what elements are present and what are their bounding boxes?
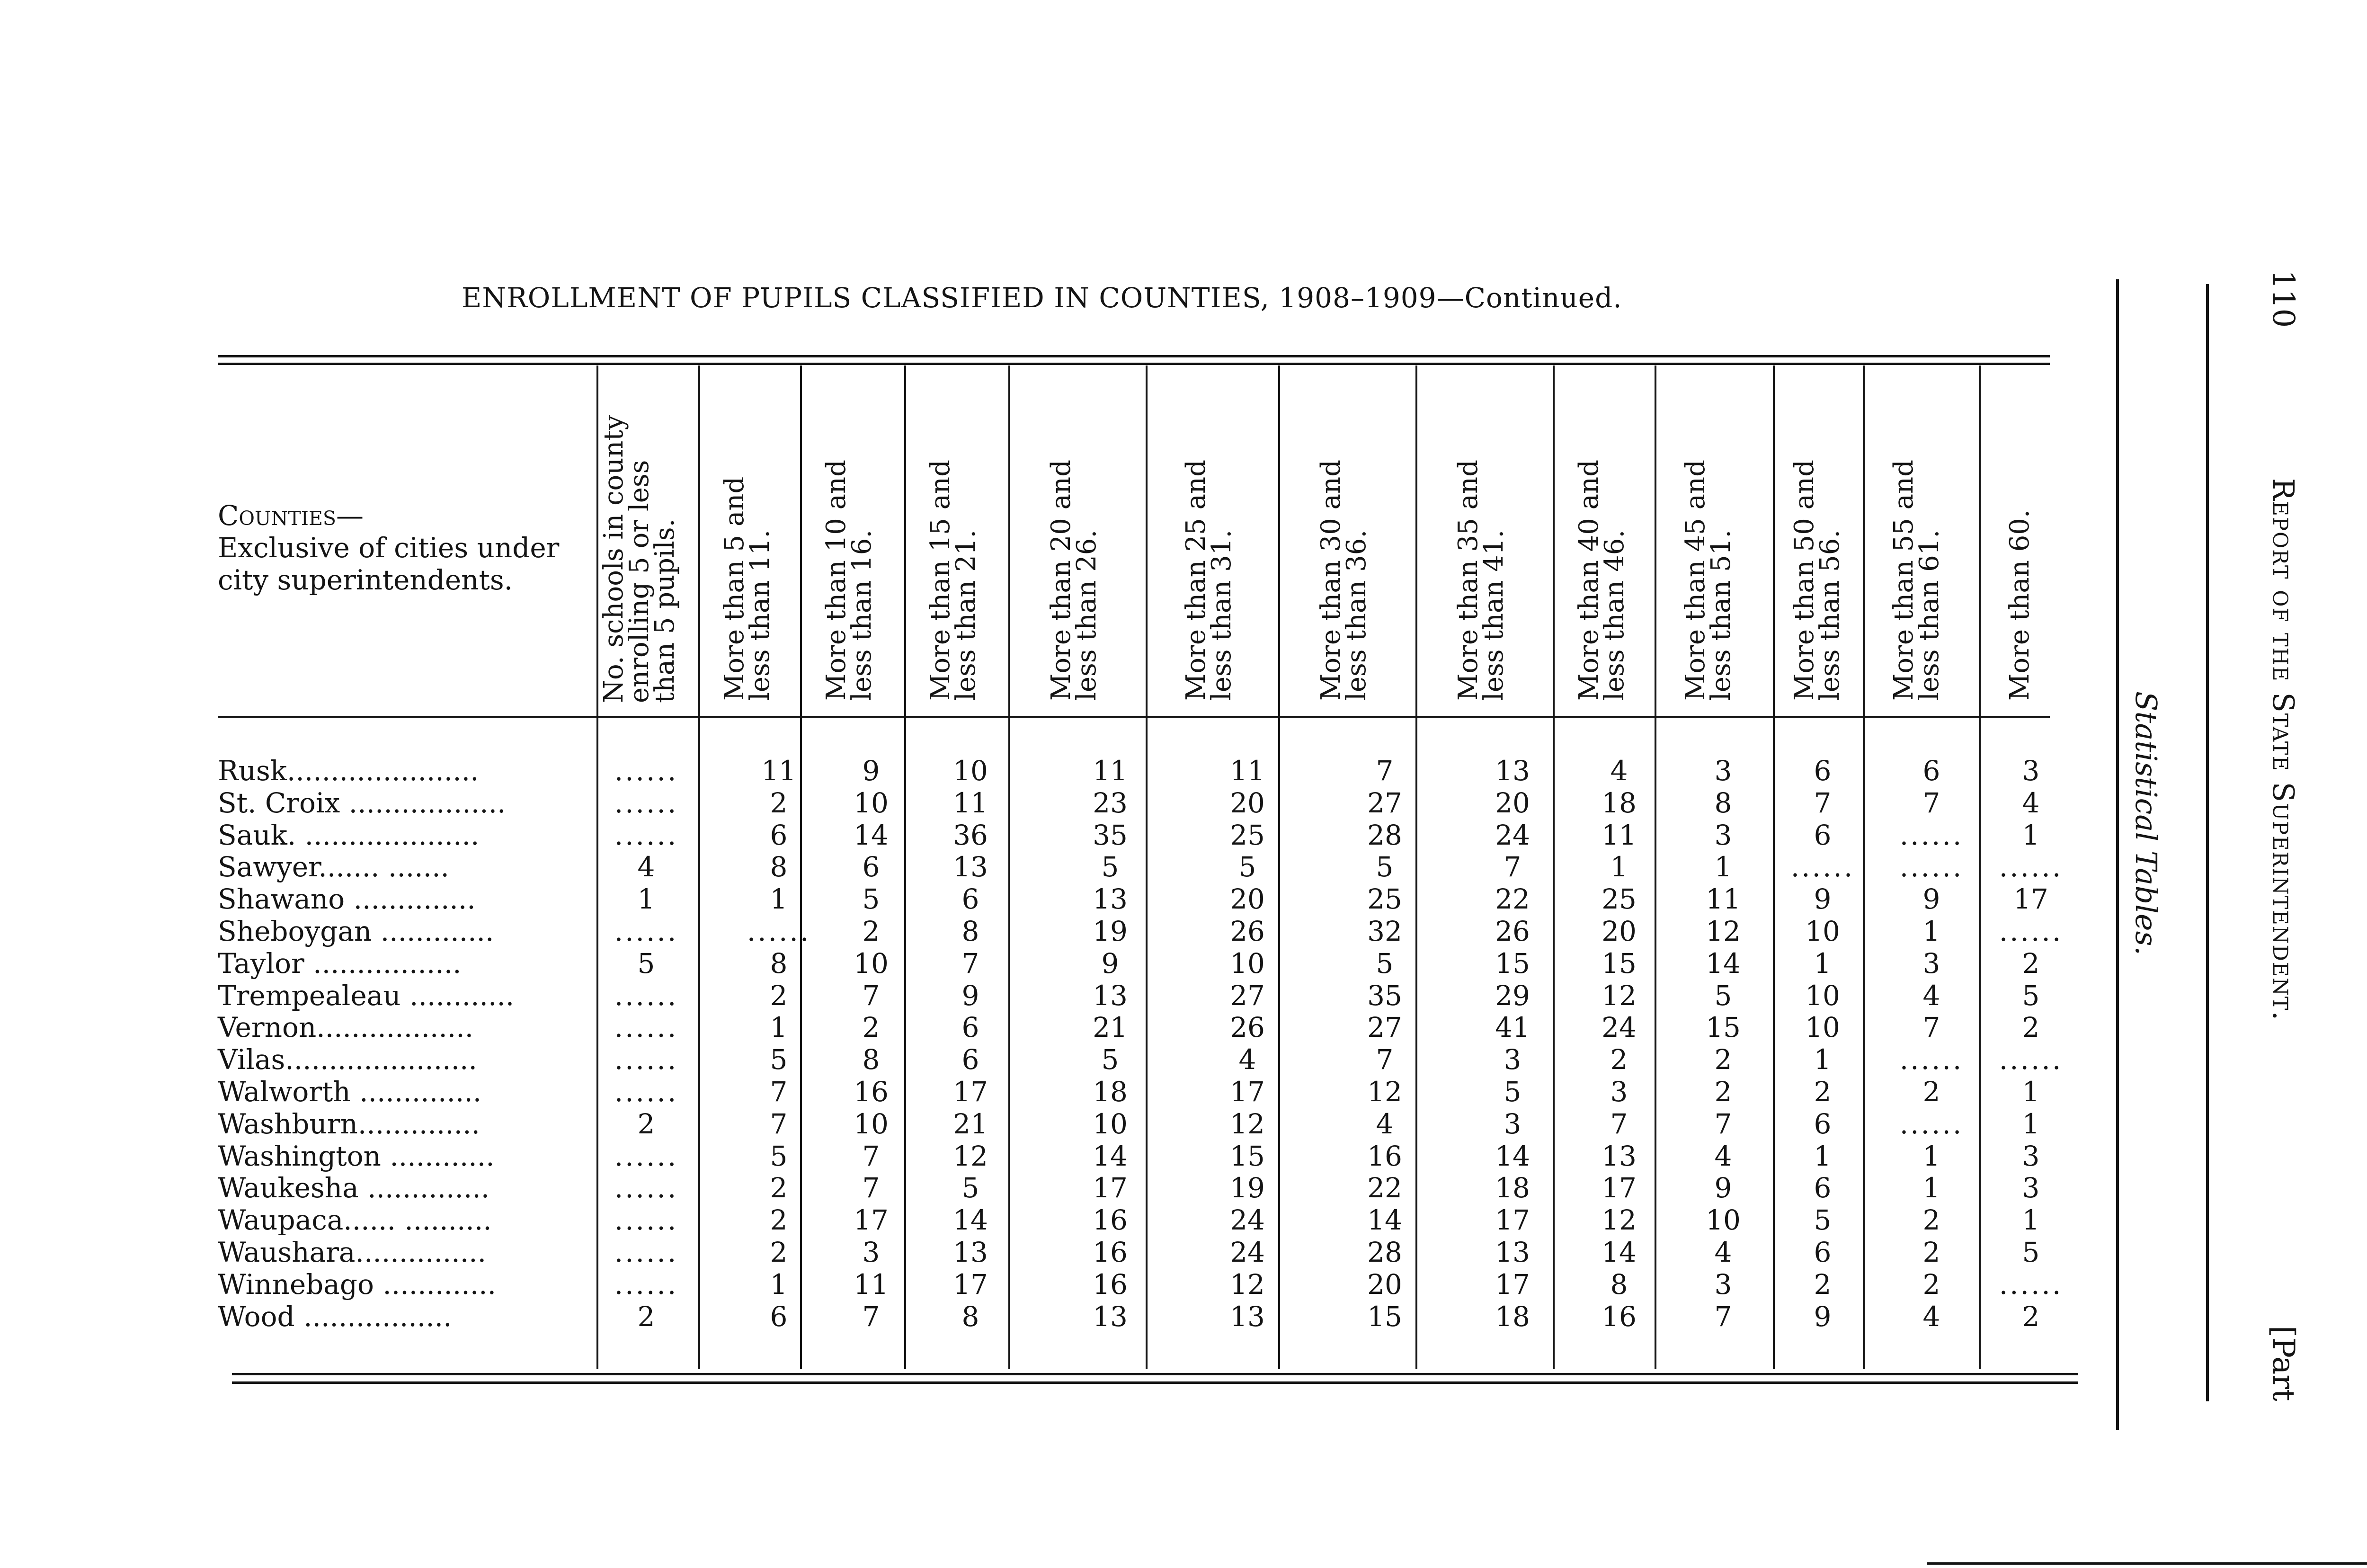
table-cell: 21 (1093, 1011, 1128, 1043)
table-cell: 9 (1814, 883, 1832, 915)
table-cell: 13 (1495, 1236, 1530, 1268)
table-cell: 6 (1814, 755, 1832, 787)
table-cell: 7 (862, 1140, 880, 1172)
row-county-name: Trempealeau ............ (218, 980, 515, 1012)
table-cell: 25 (1602, 883, 1637, 915)
table-cell: 11 (1706, 883, 1741, 915)
table-cell: 6 (1922, 755, 1940, 787)
table-cell: 5 (1376, 947, 1394, 980)
table-cell: 2 (1922, 1268, 1940, 1301)
table-cell: 2 (2022, 947, 2040, 980)
table-cell: 1 (1714, 851, 1732, 883)
table-cell: 14 (1602, 1236, 1637, 1268)
table-cell: 8 (862, 1043, 880, 1076)
table-cell: 22 (1367, 1172, 1402, 1204)
top-double-rule (218, 363, 2050, 365)
table-cell: 13 (1093, 1301, 1128, 1333)
table-cell: 2 (1714, 1043, 1732, 1076)
table-cell: 3 (2022, 1172, 2040, 1204)
table-cell: 14 (1093, 1140, 1128, 1172)
side-rule (2206, 284, 2209, 1401)
table-cell: 16 (1602, 1301, 1637, 1333)
table-cell: 15 (1495, 947, 1530, 980)
stub-heading-line: city superintendents. (218, 564, 513, 596)
stub-heading-line: Counties— (218, 499, 364, 532)
table-cell: 26 (1495, 915, 1530, 947)
table-cell: 4 (637, 851, 655, 883)
table-cell: 5 (862, 883, 880, 915)
table-cell: 6 (1814, 1236, 1832, 1268)
table-cell: 2 (1610, 1043, 1628, 1076)
table-cell: 8 (961, 915, 979, 947)
table-cell: 28 (1367, 819, 1402, 851)
table-cell: 3 (1504, 1108, 1522, 1140)
table-cell: 15 (1367, 1301, 1402, 1333)
table-cell: 2 (770, 1172, 788, 1204)
table-cell: 5 (770, 1043, 788, 1076)
table-cell: ...... (1999, 1268, 2063, 1301)
table-cell: ...... (614, 1140, 678, 1172)
table-cell: 11 (1093, 755, 1128, 787)
table-cell: 15 (1706, 1011, 1741, 1043)
table-cell: 17 (1602, 1172, 1637, 1204)
table-cell: 1 (2022, 1204, 2040, 1236)
row-county-name: Washington ............ (218, 1140, 495, 1172)
table-cell: 1 (637, 883, 655, 915)
table-cell: ...... (614, 1268, 678, 1301)
table-cell: 2 (770, 787, 788, 819)
table-cell: 10 (1805, 915, 1840, 947)
column-header: More than 45 and less than 51. (1680, 460, 1736, 701)
table-cell: 4 (1714, 1236, 1732, 1268)
table-cell: 6 (770, 819, 788, 851)
table-cell: 2 (1814, 1076, 1832, 1108)
column-header: More than 40 and less than 46. (1574, 460, 1630, 701)
table-cell: 16 (1367, 1140, 1402, 1172)
column-header: More than 25 and less than 31. (1181, 460, 1237, 701)
table-cell: 5 (2022, 1236, 2040, 1268)
table-cell: 26 (1230, 915, 1265, 947)
bottom-double-rule (232, 1381, 2078, 1384)
table-cell: 2 (862, 1011, 880, 1043)
table-cell: 27 (1367, 1011, 1402, 1043)
table-cell: 10 (1706, 1204, 1741, 1236)
table-cell: 17 (1495, 1268, 1530, 1301)
column-header: More than 50 and less than 56. (1789, 460, 1845, 701)
table-cell: 2 (1814, 1268, 1832, 1301)
table-cell: 35 (1093, 819, 1128, 851)
table-cell: 3 (1922, 947, 1940, 980)
table-cell: 16 (1093, 1204, 1128, 1236)
table-cell: 17 (1093, 1172, 1128, 1204)
column-header: More than 30 and less than 36. (1316, 460, 1372, 701)
row-county-name: Taylor ................. (218, 947, 462, 980)
table-cell: ...... (614, 755, 678, 787)
column-header: More than 55 and less than 61. (1888, 460, 1945, 701)
table-cell: 1 (2022, 819, 2040, 851)
table-cell: 3 (1504, 1043, 1522, 1076)
table-cell: 7 (1714, 1108, 1732, 1140)
table-cell: 7 (1814, 787, 1832, 819)
table-cell: 17 (953, 1076, 988, 1108)
table-cell: 11 (854, 1268, 889, 1301)
table-cell: 10 (1230, 947, 1265, 980)
row-county-name: Sawyer....... ....... (218, 851, 449, 883)
table-cell: 1 (770, 1011, 788, 1043)
table-cell: ...... (1999, 851, 2063, 883)
column-header: More than 35 and less than 41. (1453, 460, 1509, 701)
row-county-name: Walworth .............. (218, 1076, 482, 1108)
table-cell: 26 (1230, 1011, 1265, 1043)
row-county-name: Winnebago ............. (218, 1268, 497, 1301)
table-cell: 20 (1495, 787, 1530, 819)
table-cell: 10 (1805, 980, 1840, 1012)
column-separator (698, 365, 700, 1369)
column-separator (1979, 365, 1981, 1369)
table-cell: 16 (1093, 1236, 1128, 1268)
table-cell: ...... (614, 1043, 678, 1076)
table-cell: 7 (1504, 851, 1522, 883)
table-cell: 1 (1922, 1140, 1940, 1172)
table-cell: 7 (862, 1301, 880, 1333)
part-label: [Part (2266, 1326, 2301, 1401)
table-cell: 9 (1814, 1301, 1832, 1333)
table-cell: 13 (1602, 1140, 1637, 1172)
column-header: No. schools in county enrolling 5 or less than 5 pupils. (598, 415, 680, 703)
table-cell: 11 (761, 755, 796, 787)
table-cell: 5 (1376, 851, 1394, 883)
table-cell: 35 (1367, 980, 1402, 1012)
table-cell: 4 (2022, 787, 2040, 819)
table-cell: 23 (1093, 787, 1128, 819)
table-cell: 19 (1230, 1172, 1265, 1204)
table-cell: 1 (1814, 1043, 1832, 1076)
table-cell: 24 (1602, 1011, 1637, 1043)
row-county-name: St. Croix .................. (218, 787, 506, 819)
table-cell: 4 (1922, 1301, 1940, 1333)
table-cell: 2 (1714, 1076, 1732, 1108)
table-cell: 2 (862, 915, 880, 947)
page-bottom-rule (1927, 1562, 2367, 1565)
row-county-name: Waushara............... (218, 1236, 487, 1268)
running-head: Report of the State Superintendent. (2266, 478, 2301, 1022)
table-cell: 2 (770, 980, 788, 1012)
row-county-name: Vernon.................. (218, 1011, 474, 1043)
table-cell: 7 (770, 1076, 788, 1108)
table-cell: ...... (1899, 851, 1964, 883)
table-cell: 12 (1706, 915, 1741, 947)
table-cell: 7 (1922, 1011, 1940, 1043)
table-cell: ...... (1999, 915, 2063, 947)
column-separator (1773, 365, 1775, 1369)
table-cell: 9 (1714, 1172, 1732, 1204)
table-cell: 8 (770, 947, 788, 980)
table-cell: 6 (1814, 1172, 1832, 1204)
column-header: More than 20 and less than 26. (1046, 460, 1102, 701)
table-cell: 10 (953, 755, 988, 787)
table-cell: 12 (1230, 1108, 1265, 1140)
table-cell: 10 (854, 787, 889, 819)
table-cell: 12 (1602, 980, 1637, 1012)
table-cell: 7 (770, 1108, 788, 1140)
table-cell: 1 (1610, 851, 1628, 883)
page-number: 110 (2266, 270, 2301, 328)
table-cell: 12 (953, 1140, 988, 1172)
table-cell: 6 (1814, 1108, 1832, 1140)
table-cell: 7 (1610, 1108, 1628, 1140)
table-cell: 5 (1504, 1076, 1522, 1108)
table-cell: 20 (1230, 883, 1265, 915)
row-county-name: Waupaca...... .......... (218, 1204, 492, 1236)
table-cell: 6 (961, 1011, 979, 1043)
table-cell: 18 (1602, 787, 1637, 819)
table-cell: 2 (770, 1204, 788, 1236)
table-cell: 9 (961, 980, 979, 1012)
table-cell: 5 (1238, 851, 1256, 883)
column-header: More than 60. (2004, 509, 2035, 701)
table-cell: 3 (1714, 819, 1732, 851)
table-cell: 5 (1714, 980, 1732, 1012)
side-rule (2116, 279, 2119, 1430)
table-cell: 18 (1093, 1076, 1128, 1108)
table-cell: 3 (1714, 1268, 1732, 1301)
table-cell: 13 (1230, 1301, 1265, 1333)
row-county-name: Waukesha .............. (218, 1172, 490, 1204)
table-cell: 8 (770, 851, 788, 883)
table-cell: 4 (1238, 1043, 1256, 1076)
table-cell: 11 (953, 787, 988, 819)
table-cell: 4 (1922, 980, 1940, 1012)
table-cell: 3 (2022, 755, 2040, 787)
table-cell: 14 (953, 1204, 988, 1236)
table-cell: 14 (1367, 1204, 1402, 1236)
table-cell: 9 (1101, 947, 1119, 980)
table-cell: 13 (1093, 980, 1128, 1012)
table-cell: 14 (854, 819, 889, 851)
table-cell: 28 (1367, 1236, 1402, 1268)
table-cell: ...... (1899, 1108, 1964, 1140)
table-cell: 5 (961, 1172, 979, 1204)
table-cell: 20 (1602, 915, 1637, 947)
table-cell: 16 (1093, 1268, 1128, 1301)
table-cell: 7 (1922, 787, 1940, 819)
header-rule (218, 716, 2050, 718)
table-cell: 5 (637, 947, 655, 980)
table-cell: 12 (1367, 1076, 1402, 1108)
table-cell: 3 (1610, 1076, 1628, 1108)
table-cell: 7 (1714, 1301, 1732, 1333)
table-cell: 24 (1230, 1204, 1265, 1236)
table-cell: ...... (747, 915, 811, 947)
table-cell: ...... (1999, 1043, 2063, 1076)
table-cell: ...... (614, 1076, 678, 1108)
row-county-name: Sheboygan ............. (218, 915, 494, 947)
stub-heading (218, 499, 559, 596)
table-cell: 13 (1093, 883, 1128, 915)
column-header: More than 15 and less than 21. (925, 460, 981, 701)
table-cell: 3 (1714, 755, 1732, 787)
table-cell: 2 (770, 1236, 788, 1268)
table-cell: 1 (770, 883, 788, 915)
table-cell: 13 (953, 851, 988, 883)
table-cell: ...... (614, 1204, 678, 1236)
table-cell: ...... (614, 787, 678, 819)
table-cell: 1 (1814, 1140, 1832, 1172)
top-double-rule (218, 355, 2050, 357)
table-cell: 24 (1495, 819, 1530, 851)
row-county-name: Shawano .............. (218, 883, 476, 915)
table-cell: 5 (2022, 980, 2040, 1012)
table-cell: 10 (854, 947, 889, 980)
table-cell: 41 (1495, 1011, 1530, 1043)
table-cell: 1 (1814, 947, 1832, 980)
table-cell: 10 (854, 1108, 889, 1140)
table-cell: 3 (2022, 1140, 2040, 1172)
stub-heading-line: Exclusive of cities under (218, 532, 560, 564)
table-cell: 24 (1230, 1236, 1265, 1268)
table-cell: 4 (1610, 755, 1628, 787)
row-county-name: Washburn.............. (218, 1108, 480, 1140)
table-cell: 6 (770, 1301, 788, 1333)
table-cell: 7 (862, 980, 880, 1012)
table-cell: 22 (1495, 883, 1530, 915)
table-cell: 5 (1101, 851, 1119, 883)
table-cell: 17 (1495, 1204, 1530, 1236)
table-cell: 5 (1814, 1204, 1832, 1236)
table-cell: ...... (1899, 819, 1964, 851)
table-cell: 15 (1602, 947, 1637, 980)
table-cell: 2 (637, 1108, 655, 1140)
table-cell: 3 (862, 1236, 880, 1268)
table-cell: ...... (614, 1172, 678, 1204)
table-cell: 15 (1230, 1140, 1265, 1172)
table-cell: 4 (1376, 1108, 1394, 1140)
table-cell: ...... (614, 915, 678, 947)
table-cell: 2 (637, 1301, 655, 1333)
table-cell: 1 (1922, 1172, 1940, 1204)
table-cell: ...... (1790, 851, 1855, 883)
table-cell: 6 (1814, 819, 1832, 851)
table-title: ENROLLMENT OF PUPILS CLASSIFIED IN COUNTIES, 1908–1909—Continued. (462, 282, 1622, 314)
table-cell: 1 (1922, 915, 1940, 947)
table-cell: 27 (1367, 787, 1402, 819)
table-cell: 8 (1714, 787, 1732, 819)
table-cell: 7 (1376, 1043, 1394, 1076)
row-county-name: Sauk. .................... (218, 819, 480, 851)
table-cell: 6 (961, 1043, 979, 1076)
column-header: More than 5 and less than 11. (719, 476, 775, 701)
table-cell: 10 (1093, 1108, 1128, 1140)
table-cell: ...... (614, 819, 678, 851)
table-cell: 17 (1230, 1076, 1265, 1108)
table-cell: 2 (1922, 1204, 1940, 1236)
table-cell: 2 (2022, 1011, 2040, 1043)
table-cell: 18 (1495, 1172, 1530, 1204)
table-cell: 29 (1495, 980, 1530, 1012)
table-cell: 16 (854, 1076, 889, 1108)
table-cell: 9 (1922, 883, 1940, 915)
table-cell: ...... (614, 1011, 678, 1043)
table-cell: 8 (1610, 1268, 1628, 1301)
table-cell: 13 (1495, 755, 1530, 787)
table-cell: 11 (1230, 755, 1265, 787)
table-cell: 5 (770, 1140, 788, 1172)
table-cell: 6 (961, 883, 979, 915)
table-cell: 21 (953, 1108, 988, 1140)
table-cell: 4 (1714, 1140, 1732, 1172)
table-cell: 1 (2022, 1108, 2040, 1140)
row-county-name: Rusk...................... (218, 755, 479, 787)
table-cell: 36 (953, 819, 988, 851)
column-header: More than 10 and less than 16. (821, 460, 877, 701)
table-cell: 14 (1706, 947, 1741, 980)
table-cell: 6 (862, 851, 880, 883)
table-cell: 19 (1093, 915, 1128, 947)
section-label: Statistical Tables. (2129, 691, 2163, 956)
table-cell: 20 (1230, 787, 1265, 819)
table-cell: 7 (961, 947, 979, 980)
table-cell: 10 (1805, 1011, 1840, 1043)
table-cell: 9 (862, 755, 880, 787)
table-cell: 20 (1367, 1268, 1402, 1301)
table-cell: ...... (614, 1236, 678, 1268)
table-cell: 7 (862, 1172, 880, 1204)
table-cell: 27 (1230, 980, 1265, 1012)
table-cell: 18 (1495, 1301, 1530, 1333)
table-cell: ...... (614, 980, 678, 1012)
table-cell: 12 (1230, 1268, 1265, 1301)
table-cell: 5 (1101, 1043, 1119, 1076)
table-cell: 12 (1602, 1204, 1637, 1236)
table-cell: 8 (961, 1301, 979, 1333)
table-cell: 25 (1230, 819, 1265, 851)
table-cell: ...... (1899, 1043, 1964, 1076)
table-cell: 17 (953, 1268, 988, 1301)
table-cell: 13 (953, 1236, 988, 1268)
table-cell: 25 (1367, 883, 1402, 915)
table-cell: 17 (2013, 883, 2048, 915)
table-cell: 32 (1367, 915, 1402, 947)
row-county-name: Wood ................. (218, 1301, 452, 1333)
table-cell: 7 (1376, 755, 1394, 787)
table-cell: 1 (2022, 1076, 2040, 1108)
row-county-name: Vilas...................... (218, 1043, 477, 1076)
table-cell: 11 (1602, 819, 1637, 851)
table-cell: 14 (1495, 1140, 1530, 1172)
bottom-double-rule (232, 1373, 2078, 1375)
table-cell: 17 (854, 1204, 889, 1236)
table-cell: 2 (2022, 1301, 2040, 1333)
table-cell: 1 (770, 1268, 788, 1301)
table-cell: 2 (1922, 1076, 1940, 1108)
table-cell: 2 (1922, 1236, 1940, 1268)
